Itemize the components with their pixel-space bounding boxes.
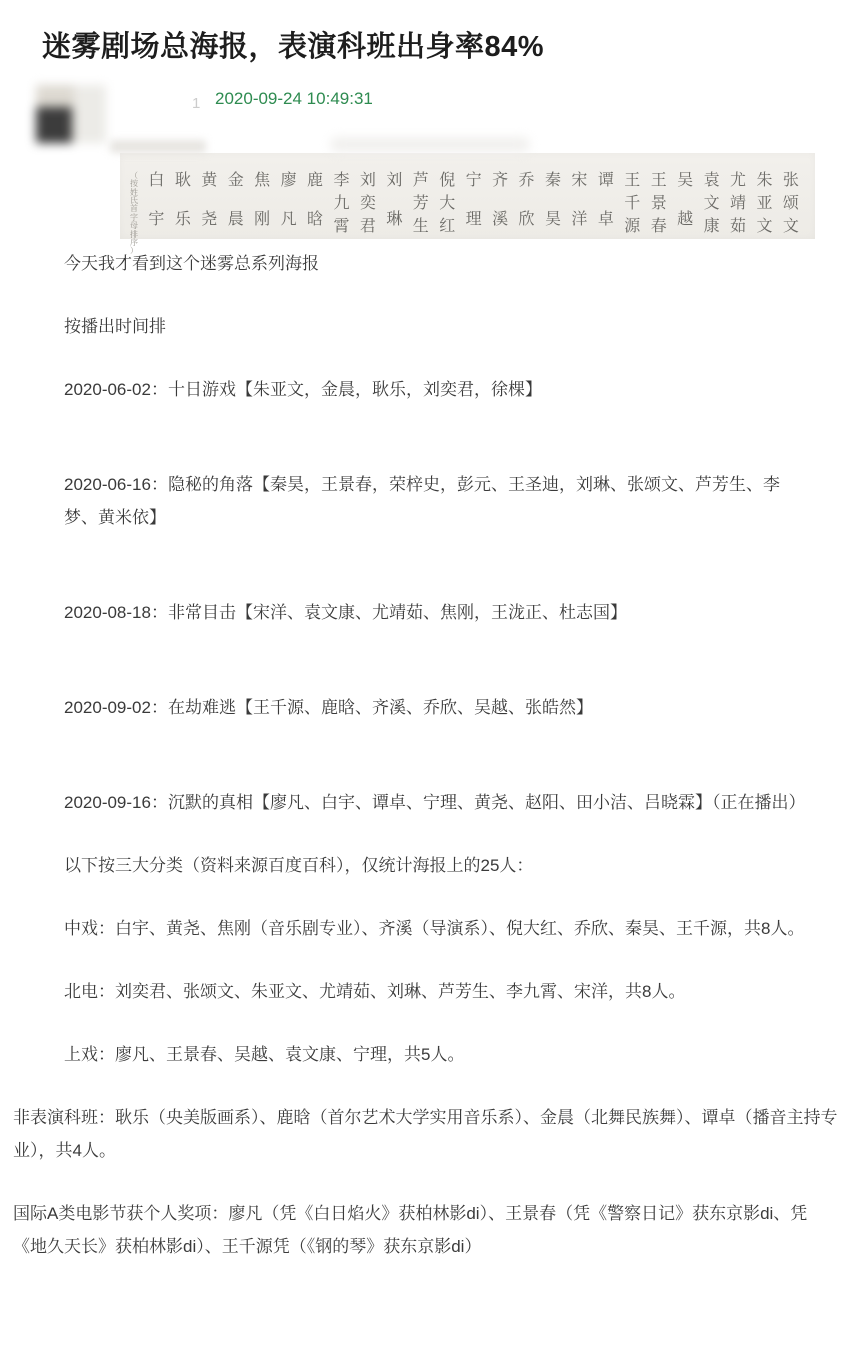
poster-name: 谭 卓 bbox=[597, 171, 614, 228]
poster-name: 王 千 源 bbox=[624, 171, 641, 235]
poster-name: 朱 亚 文 bbox=[756, 171, 773, 235]
paragraph-zhongxi: 中戏：白宇、黄尧、焦刚（音乐剧专业）、齐溪（导演系）、倪大红、乔欣、秦昊、王千源，共8人。 bbox=[64, 918, 805, 938]
poster-note: （ 按 姓 氏 首 字 母 排 序 ） bbox=[130, 170, 138, 256]
poster-strip bbox=[120, 153, 815, 256]
poster-name: 齐 溪 bbox=[492, 171, 509, 228]
paragraph-classification-intro: 以下按三大分类（资料来源百度百科），仅统计海报上的25人： bbox=[64, 855, 534, 875]
floor-number: 1 bbox=[192, 94, 201, 112]
poster-name: 袁 文 康 bbox=[703, 171, 720, 235]
paragraph-show-3: 2020-08-18：非常目击【宋洋、袁文康、尤靖茹、焦刚，王泷正、杜志国】 bbox=[64, 602, 627, 622]
poster-name: 芦 芳 生 bbox=[412, 171, 429, 235]
poster-name: 秦 昊 bbox=[544, 171, 561, 228]
poster-names-row bbox=[120, 153, 815, 256]
poster-name: 焦 刚 bbox=[254, 171, 271, 228]
avatar-blur-light bbox=[74, 85, 106, 143]
post-timestamp: 2020-09-24 10:49:31 bbox=[215, 88, 373, 108]
poster-name: 白 宇 bbox=[148, 171, 165, 228]
username-blur bbox=[110, 140, 206, 153]
paragraph-awards: 国际A类电影节获个人奖项：廖凡（凭《白日焰火》获柏林影di）、王景春（凭《警察日记》获东京影di、凭《地久天长》获柏林影di）、王千源凭（《钢的琴》获东京影di） bbox=[13, 1203, 808, 1256]
poster-name: 刘 奕 君 bbox=[359, 171, 376, 235]
avatar-blur-dark bbox=[36, 107, 72, 143]
poster-name: 李 九 霄 bbox=[333, 171, 350, 235]
poster-name: 黄 尧 bbox=[201, 171, 218, 228]
poster-name: 吴 越 bbox=[677, 171, 694, 228]
post-body bbox=[0, 247, 858, 1263]
post-meta bbox=[0, 65, 858, 153]
poster-name: 耿 乐 bbox=[174, 171, 191, 228]
poster-name: 廖 凡 bbox=[280, 171, 297, 228]
paragraph-non-professional: 非表演科班：耿乐（央美版画系）、鹿晗（首尔艺术大学实用音乐系）、金晨（北舞民族舞）、谭卓（播音主持专业），共4人。 bbox=[13, 1107, 838, 1160]
post-title: 迷雾剧场总海报，表演科班出身率84% bbox=[42, 31, 545, 63]
blur-smudge bbox=[330, 137, 530, 152]
poster-name: 宁 理 bbox=[465, 171, 482, 228]
poster-name: 金 晨 bbox=[227, 171, 244, 228]
poster-name: 鹿 晗 bbox=[307, 171, 324, 228]
poster-name: 王 景 春 bbox=[650, 171, 667, 235]
poster-name: 张 颂 文 bbox=[782, 171, 799, 235]
paragraph-shangxi: 上戏：廖凡、王景春、吴越、袁文康、宁理，共5人。 bbox=[64, 1044, 465, 1064]
paragraph-beidian: 北电：刘奕君、张颂文、朱亚文、尤靖茹、刘琳、芦芳生、李九霄、宋洋，共8人。 bbox=[64, 981, 686, 1001]
paragraph-intro: 今天我才看到这个迷雾总系列海报 bbox=[64, 253, 319, 273]
poster-name: 刘 琳 bbox=[386, 171, 403, 228]
paragraph-show-2: 2020-06-16：隐秘的角落【秦昊，王景春，荣梓史，彭元、王圣迪，刘琳、张颂文、芦芳生、李梦、黄米依】 bbox=[64, 474, 780, 527]
poster-name: 宋 洋 bbox=[571, 171, 588, 228]
paragraph-show-1: 2020-06-02：十日游戏【朱亚文，金晨，耿乐，刘奕君，徐棵】 bbox=[64, 379, 542, 399]
poster-name: 乔 欣 bbox=[518, 171, 535, 228]
paragraph-show-4: 2020-09-02：在劫难逃【王千源、鹿晗、齐溪、乔欣、吴越、张皓然】 bbox=[64, 697, 593, 717]
poster-name: 尤 靖 茹 bbox=[730, 171, 747, 235]
poster-name: 倪 大 红 bbox=[439, 171, 456, 235]
avatar[interactable] bbox=[36, 85, 106, 143]
paragraph-show-5: 2020-09-16：沉默的真相【廖凡、白宇、谭卓、宁理、黄尧、赵阳、田小洁、吕晓霖】（正在播出） bbox=[64, 792, 806, 812]
paragraph-sort-note: 按播出时间排 bbox=[64, 316, 166, 336]
